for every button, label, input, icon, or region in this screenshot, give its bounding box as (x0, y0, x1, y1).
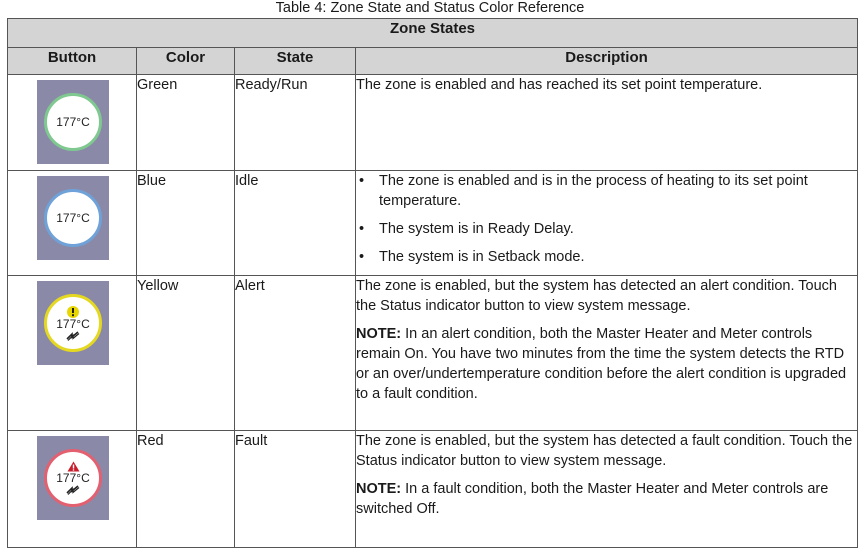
note-text: In an alert condition, both the Master Heater and Meter controls remain On. You have two minutes from the time the system detects the RTD or an over/undertemperature condition before the alert condition is upgraded to a fault condition. (356, 326, 847, 402)
description-text: The zone is enabled, but the system has detected an alert condition. Touch the Status indicator button to view system message. (356, 278, 837, 314)
note-label: NOTE: (356, 481, 402, 497)
bullet-item: • The system is in Ready Delay. (356, 219, 857, 239)
table-row (8, 431, 858, 548)
zone-button-blue (37, 176, 109, 260)
color-cell: Green (137, 75, 235, 171)
exclamation-circle-icon (67, 306, 79, 318)
status-ring-yellow (44, 294, 102, 352)
column-header-state: State (235, 48, 356, 75)
zone-button-green (37, 80, 109, 164)
note-paragraph (356, 324, 857, 404)
description-cell (356, 171, 858, 276)
note-paragraph (356, 479, 857, 519)
button-cell (8, 171, 137, 276)
table-caption: Table 4: Zone State and Status Color Reference (275, 0, 585, 16)
color-cell: Blue (137, 171, 235, 276)
table-row (8, 75, 858, 171)
zone-states-table (7, 18, 858, 548)
table-row (8, 171, 858, 276)
status-ring-green (44, 93, 102, 151)
column-header-button: Button (8, 48, 137, 75)
description-bullets (356, 171, 857, 267)
button-cell (8, 276, 137, 431)
description-cell (356, 431, 858, 548)
color-cell: Yellow (137, 276, 235, 431)
table-banner: Zone States (8, 19, 858, 48)
note-label: NOTE: (356, 326, 402, 342)
description-cell (356, 75, 858, 171)
status-ring-red (44, 449, 102, 507)
description-cell (356, 276, 858, 431)
zone-button-yellow (37, 281, 109, 365)
button-cell (8, 75, 137, 171)
temperature-readout: 177°C (56, 210, 90, 225)
column-header-color: Color (137, 48, 235, 75)
button-cell (8, 431, 137, 548)
state-cell: Fault (235, 431, 356, 548)
description-text: The zone is enabled, but the system has detected a fault condition. Touch the Status indicator button to view system message. (356, 433, 853, 469)
note-text: In a fault condition, both the Master Heater and Meter controls are switched Off. (356, 481, 829, 517)
state-cell: Idle (235, 171, 356, 276)
status-ring-blue (44, 189, 102, 247)
bullet-item: • The zone is enabled and is in the process of heating to its set point temperature. (356, 171, 857, 211)
temperature-readout: 177°C (56, 471, 90, 485)
temperature-readout: 177°C (56, 114, 90, 129)
bullet-item: • The system is in Setback mode. (356, 247, 857, 267)
table-row (8, 276, 858, 431)
state-cell: Alert (235, 276, 356, 431)
zone-button-red (37, 436, 109, 520)
state-cell: Ready/Run (235, 75, 356, 171)
color-cell: Red (137, 431, 235, 548)
temperature-readout: 177°C (56, 316, 90, 331)
column-header-description: Description (356, 48, 858, 75)
heater-icon (66, 331, 80, 341)
description-text: The zone is enabled and has reached its set point temperature. (356, 77, 763, 93)
heater-icon (66, 485, 80, 495)
